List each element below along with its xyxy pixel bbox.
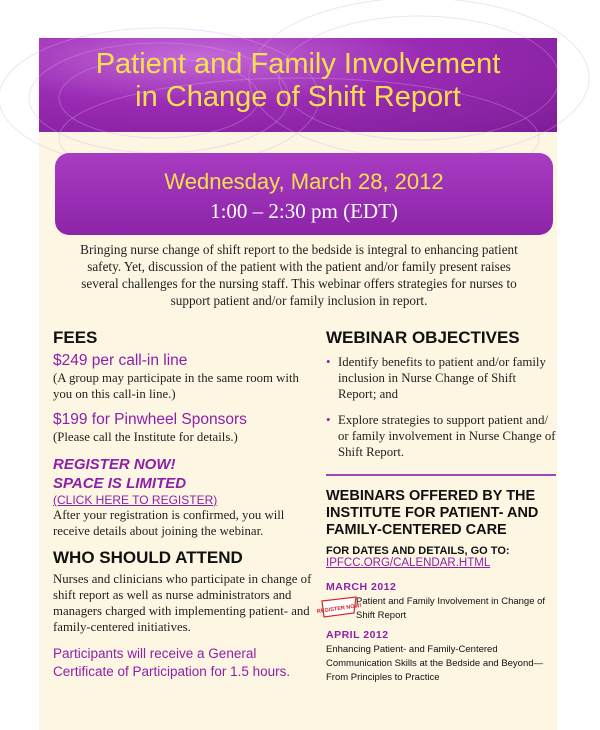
fee-price-2: $199 for Pinwheel Sponsors [53,411,247,428]
page-title [39,48,557,114]
event-date-box [55,153,553,235]
fees-heading: FEES [53,328,98,347]
bullet-icon: • [326,355,331,369]
attend-heading: WHO SHOULD ATTEND [53,548,243,567]
register-line-2: SPACE IS LIMITED [53,475,187,492]
march-event: Patient and Family Involvement in Change of Shift Report [356,596,546,621]
webinars-heading: WEBINARS OFFERED BY THE INSTITUTE FOR PATIENT- AND FAMILY-CENTERED CARE [326,488,539,538]
register-callout [53,455,313,493]
right-column [316,328,556,685]
stamp-text: REGISTER NOW! [316,602,362,616]
register-stamp-icon [316,597,362,617]
register-line-1: REGISTER NOW! [53,456,176,473]
fee-price-1: $249 per call-in line [53,352,188,369]
april-event: Enhancing Patient- and Family-Centered Communication Skills at the Bedside and Beyond—From Principles to Practice [326,644,544,683]
title-line-1: Patient and Family Involvement [95,48,501,80]
objective-item [326,354,556,402]
webinars-subheading: FOR DATES AND DETAILS, GO TO: [326,545,510,557]
fee-note-2: (Please call the Institute for details.) [53,430,238,444]
objective-text: Identify benefits to patient and/or family inclusion in Nurse Change of Shift Report; and [338,355,546,401]
bullet-icon: • [326,413,331,427]
attend-text: Nurses and clinicians who participate in change of shift report as well as nurse administrators and managers charged with implementing patient- and family-centered initiatives. [53,572,312,634]
march-label: MARCH 2012 [326,581,397,593]
title-line-2: in Change of Shift Report [135,81,461,113]
objective-item [326,412,556,460]
certificate-text: Participants will receive a General Certificate of Participation for 1.5 hours. [53,646,291,679]
flyer-page [39,38,557,730]
section-divider [326,474,556,476]
april-label: APRIL 2012 [326,629,389,641]
event-date: Wednesday, March 28, 2012 [164,169,444,194]
intro-paragraph: Bringing nurse change of shift report to the bedside is integral to enhancing patient safety. Yet, discussion of the patient with the patient and/or family present raises several challenges for the nursing staff. This webinar offers strategies for nurses to support patient and/or family inclusion in report. [80,242,518,308]
header-banner [39,38,557,132]
march-event-row [316,595,556,623]
objectives-heading: WEBINAR OBJECTIVES [326,328,520,347]
event-time: 1:00 – 2:30 pm (EDT) [210,199,398,223]
register-link[interactable]: (CLICK HERE TO REGISTER) [53,493,218,507]
left-column [53,328,313,681]
objective-text: Explore strategies to support patient and/ or family involvement in Nurse Change of Shift Report. [338,413,556,459]
calendar-link[interactable]: IPFCC.ORG/CALENDAR.HTML [326,557,491,569]
fee-note-1: (A group may participate in the same room with you on this call-in line.) [53,371,299,401]
register-note: After your registration is confirmed, you will receive details about joining the webinar. [53,508,285,538]
